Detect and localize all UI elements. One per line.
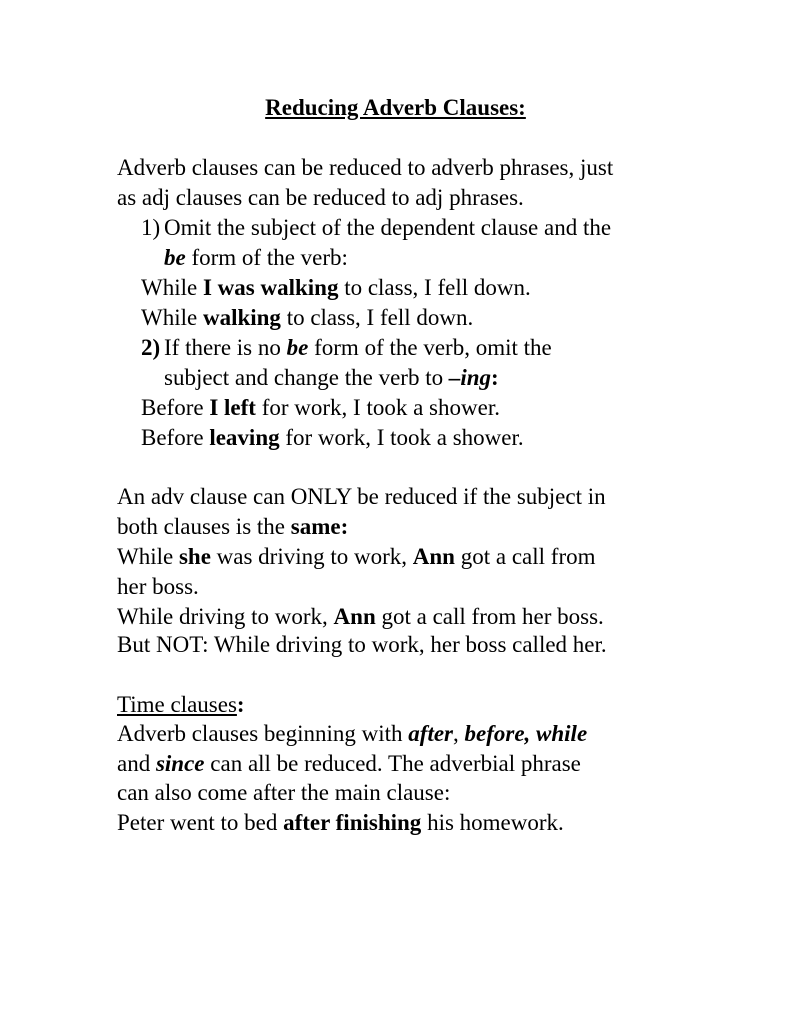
time-clauses-heading: Time clauses: <box>117 692 245 717</box>
rule-2-text-cont: subject and change the verb to –ing: <box>164 365 499 390</box>
subject-example-1: While she was driving to work, Ann got a call from <box>117 544 596 569</box>
subject-example-1-cont: her boss. <box>117 574 199 599</box>
be-word: be <box>286 335 309 360</box>
time-clauses-example: Peter went to bed after finishing his homework. <box>117 810 564 835</box>
rule-2-number: 2) <box>141 335 161 360</box>
page-title: Reducing Adverb Clauses: <box>265 95 526 120</box>
rule-1-text: Omit the subject of the dependent clause and the <box>164 215 612 240</box>
time-clauses-line-3: can also come after the main clause: <box>117 780 451 805</box>
rule-2-text: If there is no be form of the verb, omit the <box>164 335 552 360</box>
rule-1-example-2: While walking to class, I fell down. <box>141 305 474 330</box>
subject-example-3: But NOT: While driving to work, her boss called her. <box>117 632 607 657</box>
subject-example-2: While driving to work, Ann got a call from her boss. <box>117 604 604 629</box>
rule-2-example-1: Before I left for work, I took a shower. <box>141 395 500 420</box>
rule-1-text-cont: be form of the verb: <box>164 245 348 270</box>
ing-suffix: –ing <box>448 365 492 390</box>
intro-line-1: Adverb clauses can be reduced to adverb phrases, just <box>117 155 614 180</box>
time-clauses-line-1: Adverb clauses beginning with after, before, while <box>117 721 588 746</box>
intro-line-2: as adj clauses can be reduced to adj phrases. <box>117 185 524 210</box>
subject-rule-line-1: An adv clause can ONLY be reduced if the subject in <box>117 484 606 509</box>
rule-2-example-2: Before leaving for work, I took a shower. <box>141 425 524 450</box>
subject-rule-line-2: both clauses is the same: <box>117 514 349 539</box>
be-word: be <box>164 245 186 270</box>
time-clauses-line-2: and since can all be reduced. The adverbial phrase <box>117 751 581 776</box>
rule-1-number: 1) <box>141 215 161 240</box>
rule-1-example-1: While I was walking to class, I fell down. <box>141 275 531 300</box>
